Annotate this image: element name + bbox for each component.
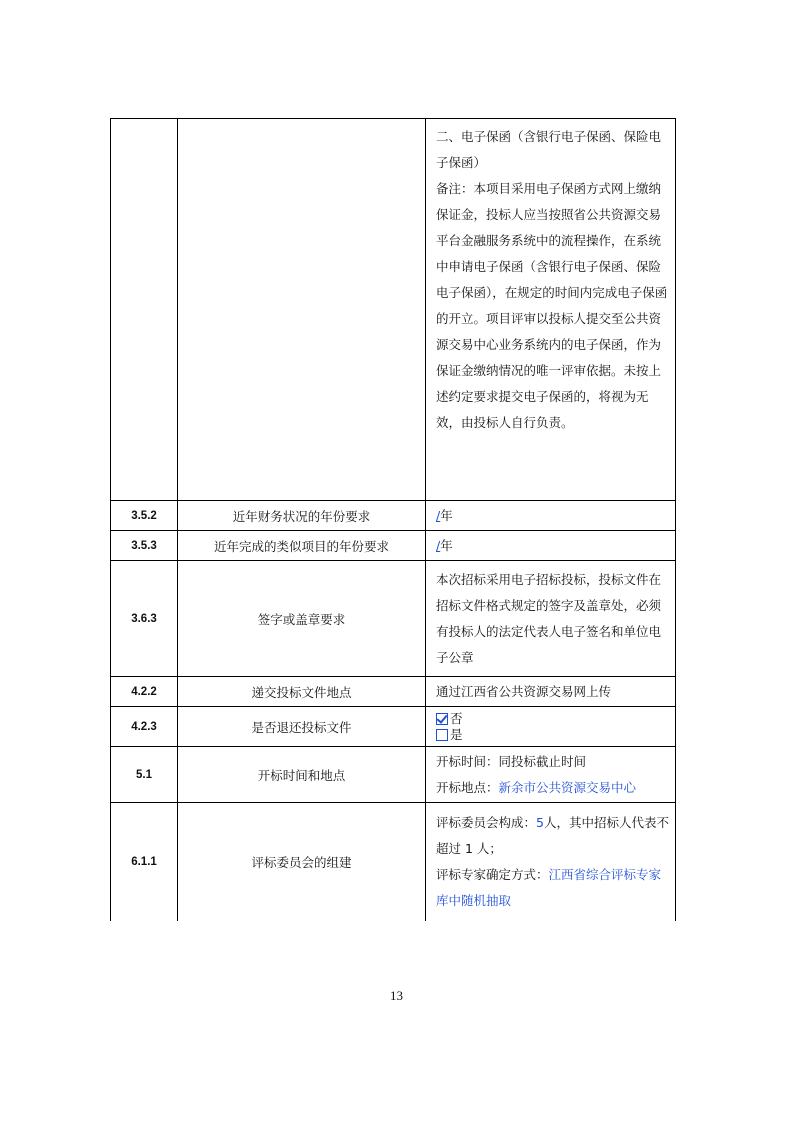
clause-number: 4.2.2 xyxy=(111,677,178,707)
clause-item: 是否退还投标文件 xyxy=(178,707,426,747)
unit-text: 年 xyxy=(440,537,453,553)
unit-text: 年 xyxy=(440,507,453,523)
clause-content xyxy=(426,119,676,501)
option-no-label: 否 xyxy=(450,710,463,726)
clause-number: 6.1.1 xyxy=(111,803,178,921)
clause-item: 开标时间和地点 xyxy=(178,747,426,803)
table-row xyxy=(111,677,676,707)
table-row xyxy=(111,707,676,747)
committee-composition xyxy=(436,810,669,862)
open-place-value: 新余市公共资源交易中心 xyxy=(498,779,637,795)
open-time-value: 同投标截止时间 xyxy=(498,753,587,769)
clause-number: 3.5.2 xyxy=(111,501,178,531)
clause-item xyxy=(178,119,426,501)
guarantee-note: 备注：本项目采用电子保函方式网上缴纳保证金，投标人应当按照省公共资源交易平台金融服务系统中的流程操作，在系统中申请电子保函（含银行电子保函、保险电子保函），在规定的时间内完成电子保函的开立。项目评审以投标人提交至公共资源交易中心业务系统内的电子保函，作为保证金缴纳情况的唯一评审依据。未按上述约定要求提交电子保函的，将视为无效，由投标人自行负责。 xyxy=(436,181,668,430)
guarantee-heading: 二、电子保函（含银行电子保函、保险电子保函） xyxy=(436,129,662,170)
table-row xyxy=(111,531,676,561)
table-row xyxy=(111,803,676,921)
clause-item: 递交投标文件地点 xyxy=(178,677,426,707)
expert-value: 江西省综合评标专家库中随机抽取 xyxy=(436,866,662,908)
clause-content xyxy=(426,501,676,531)
option-yes-label: 是 xyxy=(450,726,463,742)
committee-rest: 人，其中招标人代表不超过 1 人； xyxy=(436,814,669,856)
open-place-label: 开标地点： xyxy=(436,779,499,795)
clause-content: 通过江西省公共资源交易网上传 xyxy=(426,677,676,707)
bid-data-table xyxy=(110,118,676,921)
table-row xyxy=(111,119,676,501)
clause-item: 近年财务状况的年份要求 xyxy=(178,501,426,531)
clause-content xyxy=(426,803,676,921)
page-number: 13 xyxy=(390,988,403,1003)
clause-number: 4.2.3 xyxy=(111,707,178,747)
table-row xyxy=(111,501,676,531)
checked-checkbox-icon[interactable] xyxy=(436,713,448,725)
committee-label: 评标委员会构成： xyxy=(436,814,537,830)
table-row xyxy=(111,747,676,803)
table-row xyxy=(111,561,676,677)
slash-value: / xyxy=(436,507,441,523)
clause-content xyxy=(426,531,676,561)
option-yes[interactable] xyxy=(436,727,669,743)
clause-number: 5.1 xyxy=(111,747,178,803)
expert-selection xyxy=(436,862,669,914)
open-time-label: 开标时间： xyxy=(436,753,499,769)
expert-label: 评标专家确定方式： xyxy=(436,866,549,882)
unchecked-checkbox-icon[interactable] xyxy=(436,729,448,741)
open-place xyxy=(436,775,669,801)
clause-content xyxy=(426,707,676,747)
clause-number: 3.6.3 xyxy=(111,561,178,677)
clause-item: 签字或盖章要求 xyxy=(178,561,426,677)
open-time xyxy=(436,749,669,775)
clause-item: 近年完成的类似项目的年份要求 xyxy=(178,531,426,561)
clause-content xyxy=(426,747,676,803)
clause-item: 评标委员会的组建 xyxy=(178,803,426,921)
committee-count: 5 xyxy=(536,814,544,830)
clause-number xyxy=(111,119,178,501)
slash-value: / xyxy=(436,537,441,553)
option-no[interactable] xyxy=(436,711,669,727)
clause-number: 3.5.3 xyxy=(111,531,178,561)
clause-content: 本次招标采用电子招标投标，投标文件在招标文件格式规定的签字及盖章处，必须有投标人的法定代表人电子签名和单位电子公章 xyxy=(426,561,676,677)
